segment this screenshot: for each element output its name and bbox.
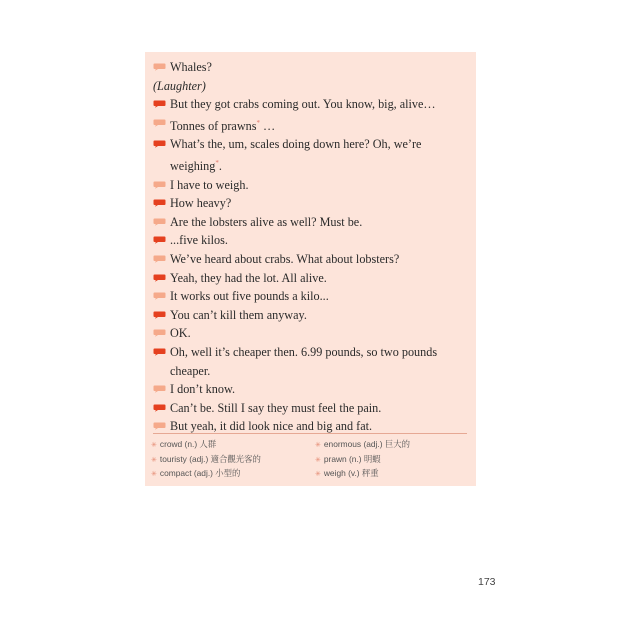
speech-bubble-icon (153, 348, 166, 356)
dialogue-line (145, 250, 476, 269)
dialogue-text: Tonnes of prawns (170, 118, 257, 133)
dialogue-text: Can’t be. Still I say they must feel the pain. (170, 400, 382, 415)
dialogue-text: What’s the, um, scales doing down here? Oh, we’re weighing (170, 137, 422, 174)
dialogue-text: How heavy? (170, 196, 232, 211)
asterisk-bullet-icon: ✳ (315, 471, 321, 478)
dialogue-line (145, 287, 476, 306)
vocabulary-entry: touristy (adj.) 適合觀光客的 (159, 453, 261, 464)
dialogue-text: Yeah, they had the lot. All alive. (170, 270, 327, 285)
vocabulary-entry: enormous (adj.) 巨大的 (323, 439, 410, 449)
dialogue-line (145, 399, 476, 418)
dialogue-line (145, 176, 476, 195)
vocabulary-entry: weigh (v.) 秤重 (323, 468, 379, 478)
dialogue-line (145, 231, 476, 250)
divider (153, 433, 467, 434)
speech-bubble-icon (153, 181, 166, 189)
dialogue-line (145, 343, 476, 380)
dialogue-text: I don’t know. (170, 382, 235, 397)
dialogue-line (145, 114, 476, 136)
speech-bubble-icon (153, 274, 166, 282)
vocabulary-item (315, 453, 410, 468)
speech-bubble-icon (153, 100, 166, 108)
asterisk-bullet-icon: ✳ (151, 456, 157, 464)
speech-bubble-icon (153, 404, 166, 412)
dialogue-text: ...five kilos. (170, 233, 228, 248)
page-number: 173 (478, 576, 496, 588)
speech-bubble-icon (153, 329, 166, 337)
dialogue-panel (145, 52, 476, 486)
speech-bubble-icon (153, 292, 166, 300)
vocabulary-item (151, 467, 261, 482)
dialogue-line (145, 58, 476, 77)
dialogue-line (145, 194, 476, 213)
asterisk-bullet-icon: ✳ (315, 442, 321, 449)
asterisk-bullet-icon: ✳ (151, 471, 157, 478)
dialogue-text: You can’t kill them anyway. (170, 307, 307, 322)
vocabulary-entry: prawn (n.) 明蝦 (323, 453, 381, 464)
dialogue-line (145, 213, 476, 232)
dialogue-text: Oh, well it’s cheaper then. 6.99 pounds, so two pounds cheaper. (170, 345, 438, 378)
dialogue-text: It works out five pounds a kilo... (170, 289, 329, 304)
dialogue-line (145, 95, 476, 114)
asterisk-bullet-icon: ✳ (315, 456, 321, 464)
vocabulary-column-right (315, 438, 410, 482)
speech-bubble-icon (153, 199, 166, 207)
dialogue-line (145, 135, 476, 175)
vocab-marker: * (256, 118, 260, 127)
vocabulary-item (151, 438, 261, 453)
speech-bubble-icon (153, 385, 166, 393)
dialogue-text: (Laughter) (153, 78, 206, 93)
dialogue-line (145, 269, 476, 288)
dialogue-text: I have to weigh. (170, 177, 249, 192)
speech-bubble-icon (153, 63, 166, 71)
vocab-marker: * (215, 159, 219, 168)
dialogue-text: Are the lobsters alive as well? Must be. (170, 214, 363, 229)
dialogue-line (145, 380, 476, 399)
speech-bubble-icon (153, 422, 166, 430)
dialogue-lines (145, 58, 476, 436)
vocabulary-item (151, 453, 261, 468)
speech-bubble-icon (153, 140, 166, 148)
dialogue-line (145, 77, 476, 96)
vocabulary-column-left (151, 438, 261, 482)
dialogue-text-after: . (218, 159, 222, 174)
dialogue-line (145, 324, 476, 343)
asterisk-bullet-icon: ✳ (151, 442, 157, 449)
dialogue-text: But yeah, it did look nice and big and fat. (170, 419, 373, 434)
dialogue-text: But they got crabs coming out. You know, big, alive… (170, 97, 436, 112)
vocabulary-entry: crowd (n.) 人群 (159, 439, 217, 449)
dialogue-text: Whales? (170, 60, 212, 74)
speech-bubble-icon (153, 255, 166, 263)
dialogue-text: OK. (170, 326, 191, 341)
vocabulary-item (315, 438, 410, 453)
speech-bubble-icon (153, 218, 166, 226)
vocabulary-item (315, 467, 410, 482)
dialogue-line (145, 306, 476, 325)
speech-bubble-icon (153, 311, 166, 319)
vocabulary-entry: compact (adj.) 小型的 (159, 468, 241, 478)
dialogue-text-after: … (259, 118, 276, 133)
speech-bubble-icon (153, 236, 166, 244)
speech-bubble-icon (153, 119, 166, 127)
dialogue-text: We’ve heard about crabs. What about lobsters? (170, 252, 400, 267)
